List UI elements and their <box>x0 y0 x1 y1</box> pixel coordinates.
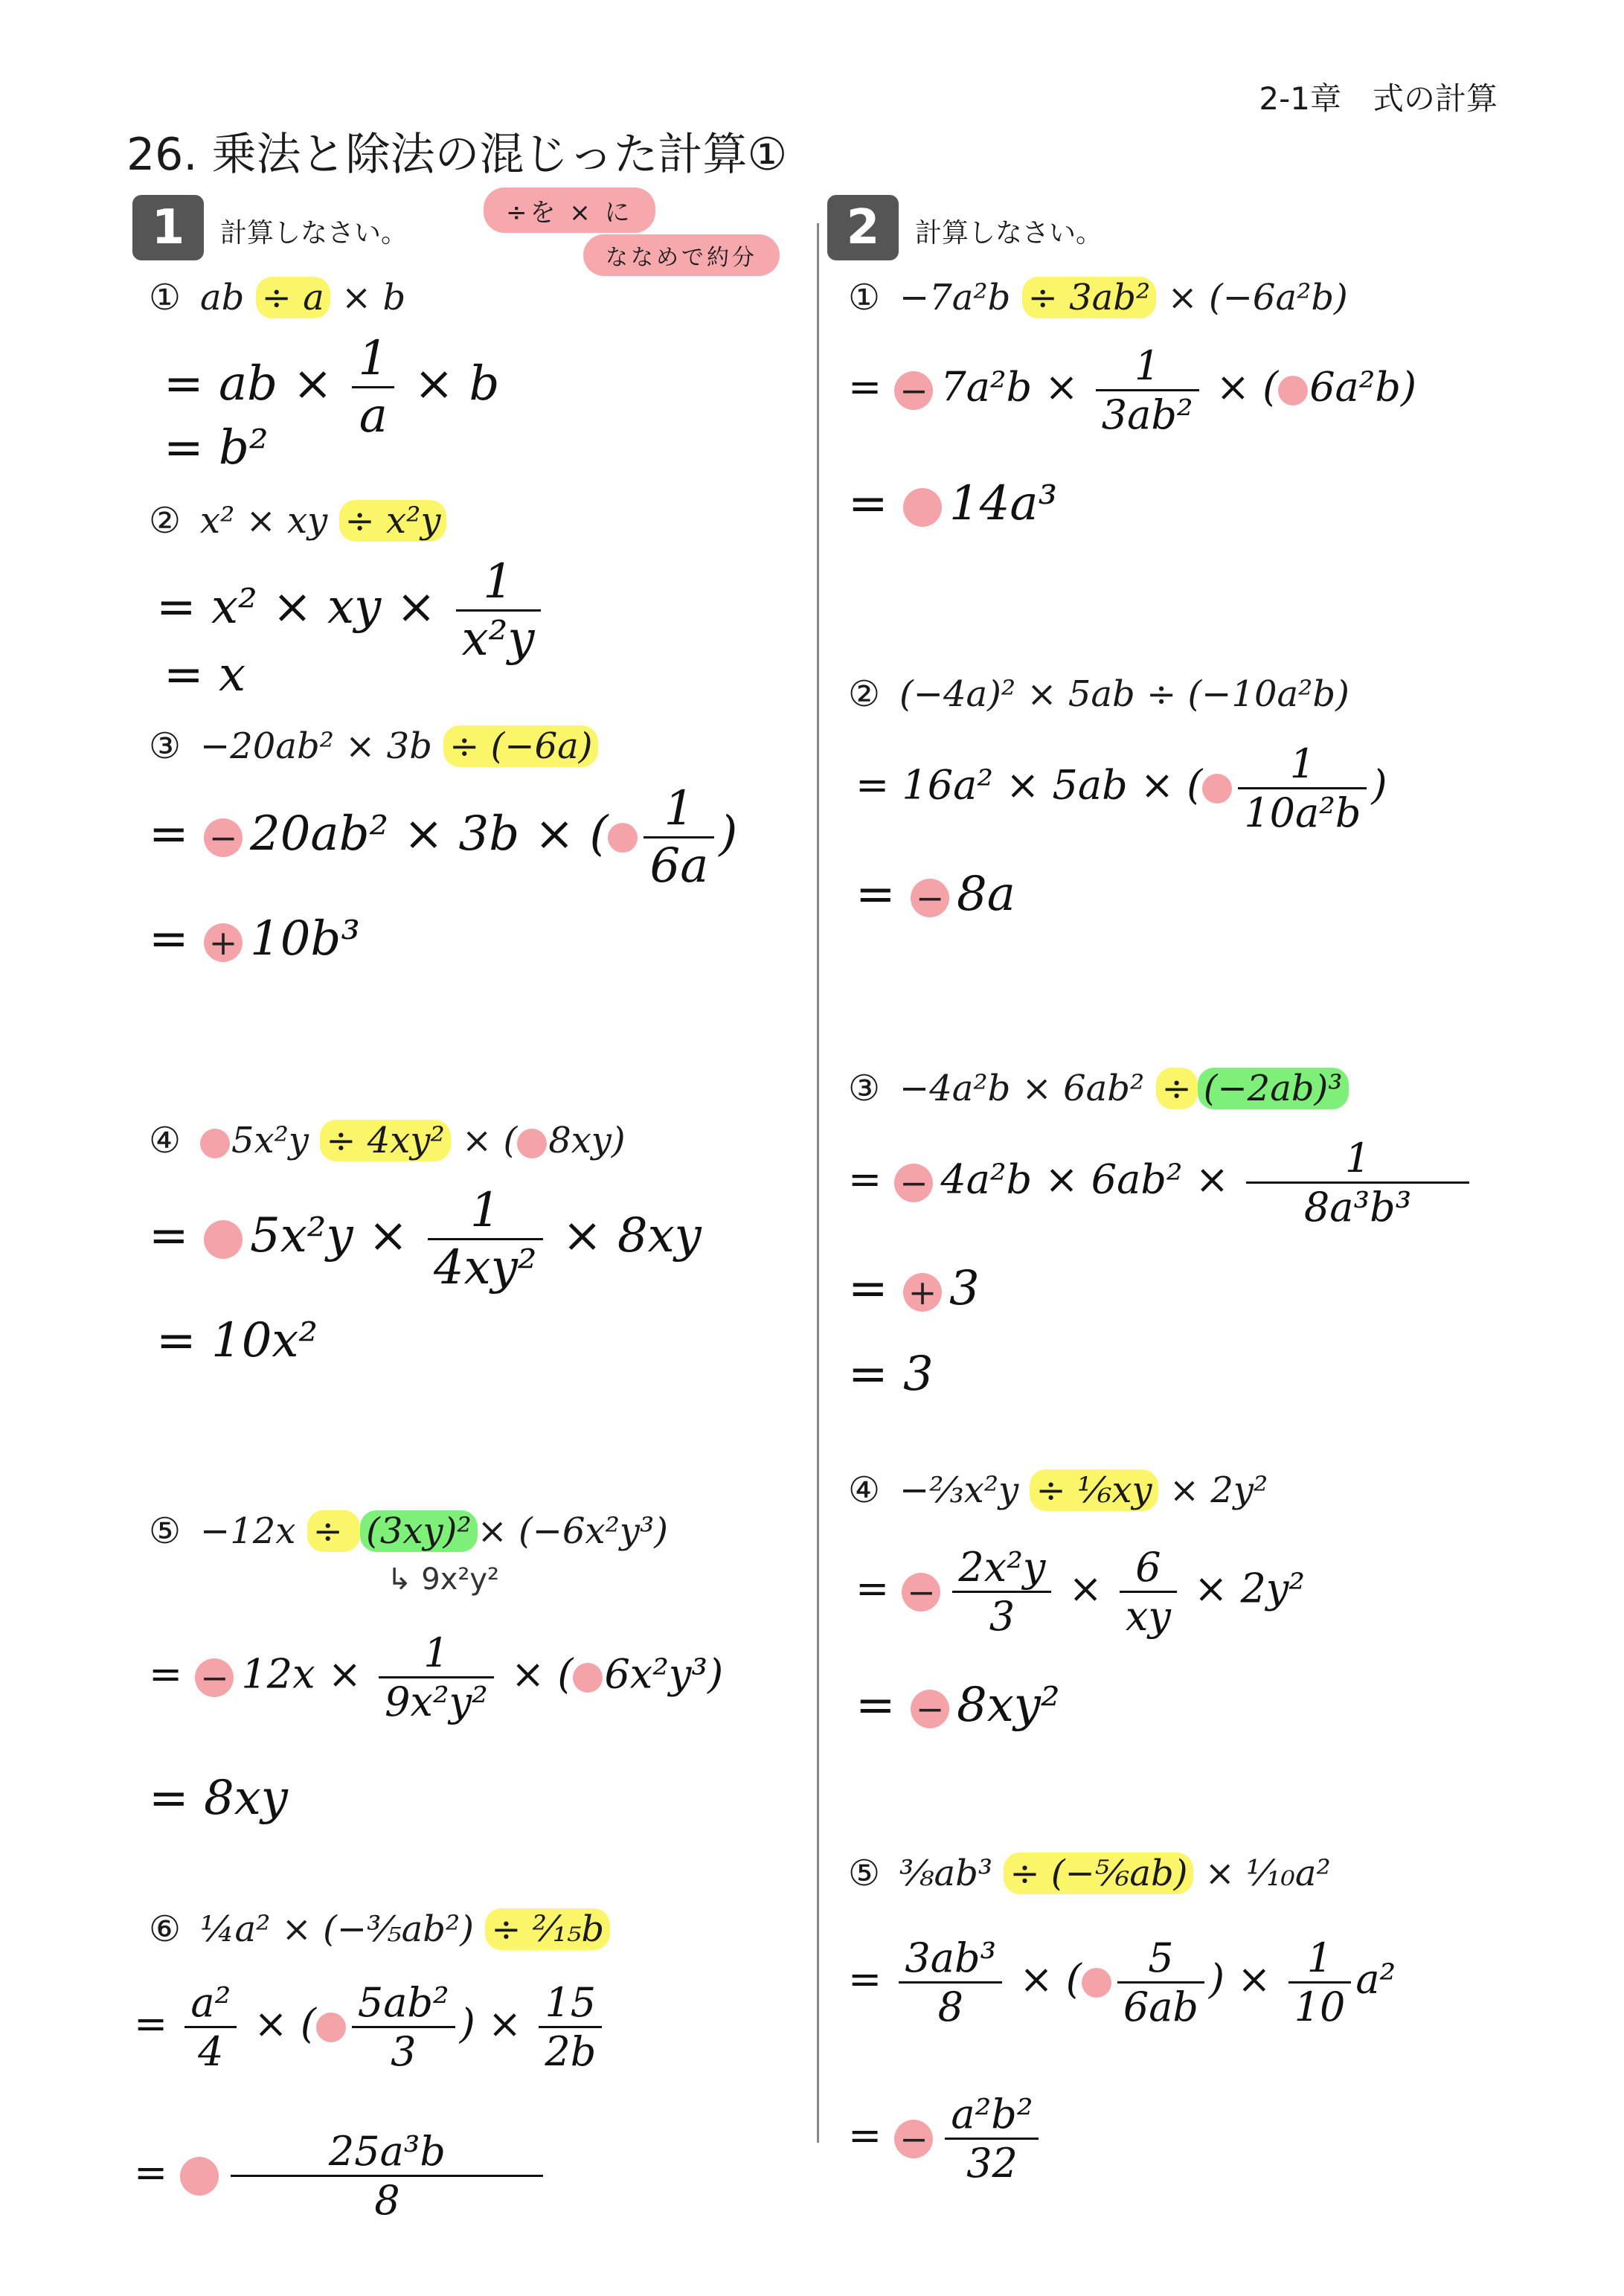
expansion-note: ↳ 9x²y² <box>387 1562 500 1597</box>
fraction: $\frac{\text{5ab²}}{3}$ <box>352 1979 455 2075</box>
fraction: $\frac{1}{\text{3ab²}}$ <box>1096 342 1199 438</box>
problem-1-6: ⑥ ¼a² × (−⅗ab²) ÷ ²⁄₁₅b <box>149 1908 610 1950</box>
fraction: $\frac{1}{a}$ <box>352 331 394 443</box>
problem-number: ① <box>848 277 881 318</box>
work-1-1-result: = b² <box>164 420 269 475</box>
fraction: $\frac{\text{2x²y}}{3}$ <box>952 1544 1051 1640</box>
work-2-3-step1: = − 4a²b × 6ab² × $\frac{1}{\text{8a³b³}}$ <box>848 1135 1474 1231</box>
fraction: $\frac{6}{xy}$ <box>1120 1544 1177 1640</box>
power-highlight: (−2ab)³ <box>1198 1068 1349 1109</box>
work-1-4-step1: = 5x²y × $\frac{1}{\text{4xy²}}$ × 8xy <box>149 1183 702 1295</box>
column-divider <box>817 223 819 2143</box>
minus-sign-marker <box>517 1129 547 1158</box>
fraction: $\frac{\text{a²}}{4}$ <box>184 1979 237 2075</box>
work-1-2-step1: = x² × xy × $\frac{1}{\text{x²y}}$ <box>156 554 545 667</box>
work-1-2-result: = x <box>164 647 246 702</box>
chapter-label: 2-1章 式の計算 <box>1259 80 1498 117</box>
problem-number: ④ <box>149 1120 182 1161</box>
work-2-2-step1: = 16a² × 5ab × ( $\frac{1}{\text{10a²b}}$ ) <box>856 740 1387 836</box>
division-highlight: ÷ a <box>256 277 330 318</box>
minus-sign-marker <box>608 823 638 853</box>
problem-1-2: ② x² × xy ÷ x²y <box>149 500 446 542</box>
fraction: $\frac{\text{25a³b}}{8}$ <box>231 2128 543 2224</box>
problem-number: ⑤ <box>149 1510 182 1552</box>
section-1-badge: 1 <box>132 195 204 260</box>
section-1-instruction: 計算しなさい。 <box>220 218 408 248</box>
problem-number: ② <box>149 500 182 542</box>
problem-2-1: ① −7a²b ÷ 3ab² × (−6a²b) <box>848 277 1348 318</box>
work-2-3-result: = 3 <box>848 1347 934 1402</box>
minus-sign-marker <box>204 1220 243 1259</box>
work-1-4-result: = 10x² <box>156 1313 318 1368</box>
fraction: $\frac{1}{6a}$ <box>643 781 714 894</box>
work-2-1-result: = 14a³ <box>848 476 1058 531</box>
problem-1-1: ① ab ÷ a × b <box>149 277 406 318</box>
work-2-5-result: = − $\frac{\text{a²b²}}{32}$ <box>848 2091 1043 2187</box>
work-2-5-step1: = $\frac{\text{3ab³}}{8}$ × ( $\frac{5}{6ab}$ ) × $\frac{1}{10}$ a² <box>848 1934 1396 2030</box>
problem-1-3: ③ −20ab² × 3b ÷ (−6a) <box>149 725 598 767</box>
problem-2-5: ⑤ ⅜ab³ ÷ (−⅚ab) × ¹⁄₁₀a² <box>848 1853 1331 1894</box>
work-2-2-result: = − 8a <box>856 867 1015 922</box>
work-1-5-step1: = − 12x × $\frac{1}{\text{9x²y²}}$ × ( 6x²y³) <box>149 1629 724 1725</box>
division-highlight: ÷ (−6a) <box>443 725 598 767</box>
page-title: 26. 乗法と除法の混じった計算① <box>126 129 788 181</box>
problem-number: ② <box>848 673 881 715</box>
minus-sign-marker <box>573 1663 603 1693</box>
minus-sign-marker: − <box>911 879 949 917</box>
fraction: $\frac{\text{3ab³}}{8}$ <box>899 1934 1002 2030</box>
fraction: $\frac{1}{\text{x²y}}$ <box>456 554 541 667</box>
division-highlight: ÷ (−⅚ab) <box>1004 1853 1193 1894</box>
work-1-6-result: = $\frac{\text{25a³b}}{8}$ <box>134 2128 548 2224</box>
fraction: $\frac{5}{6ab}$ <box>1117 1934 1204 2030</box>
section-2-instruction: 計算しなさい。 <box>915 218 1103 248</box>
fraction: $\frac{\text{a²b²}}{32}$ <box>945 2091 1039 2187</box>
problem-1-5: ⑤ −12x ÷ (3xy)² × (−6x²y³) <box>149 1510 668 1552</box>
division-highlight: ÷ 4xy² <box>320 1120 450 1161</box>
problem-number: ① <box>149 277 182 318</box>
work-1-5-result: = 8xy <box>149 1771 288 1826</box>
problem-number: ⑥ <box>149 1908 182 1950</box>
fraction: $\frac{1}{\text{10a²b}}$ <box>1238 740 1367 836</box>
problem-number: ③ <box>848 1068 881 1109</box>
division-highlight: ÷ <box>307 1510 360 1552</box>
fraction: $\frac{1}{\text{8a³b³}}$ <box>1246 1135 1469 1231</box>
work-1-1-step1: = ab × $\frac{1}{a}$ × b <box>164 331 500 443</box>
fraction: $\frac{15}{2b}$ <box>539 1979 602 2075</box>
problem-number: ③ <box>149 725 182 767</box>
problem-2-4: ④ −⅔x²y ÷ ⅙xy × 2y² <box>848 1469 1268 1511</box>
plus-sign-marker: + <box>204 923 243 962</box>
work-2-1-step1: = − 7a²b × $\frac{1}{\text{3ab²}}$ × ( 6a²b) <box>848 342 1417 438</box>
fraction: $\frac{1}{10}$ <box>1288 1934 1352 2030</box>
division-highlight: ÷ ²⁄₁₅b <box>485 1908 610 1950</box>
minus-sign-marker <box>1278 376 1308 405</box>
tip-cancel-diagonally: ななめで約分 <box>583 234 780 276</box>
problem-number: ⑤ <box>848 1853 881 1894</box>
work-1-3-result: = + 10b³ <box>149 911 361 966</box>
minus-sign-marker: − <box>204 818 243 857</box>
tip-division-to-multiplication: ÷を × に <box>484 187 655 233</box>
minus-sign-marker: − <box>894 1164 933 1202</box>
minus-sign-marker <box>1202 774 1232 804</box>
minus-sign-marker <box>1082 1968 1111 1998</box>
plus-sign-marker: + <box>903 1273 942 1312</box>
minus-sign-marker: − <box>902 1573 940 1612</box>
minus-sign-marker <box>180 2157 219 2196</box>
problem-number: ④ <box>848 1469 881 1511</box>
minus-sign-marker: − <box>894 371 933 410</box>
minus-sign-marker: − <box>894 2120 933 2158</box>
power-highlight: (3xy)² <box>360 1510 477 1552</box>
minus-sign-marker <box>316 2013 346 2042</box>
minus-sign-marker: − <box>911 1690 949 1728</box>
work-2-4-step1: = − $\frac{\text{2x²y}}{3}$ × $\frac{6}{xy}$ × 2y² <box>856 1544 1306 1640</box>
minus-sign-marker: − <box>195 1658 234 1697</box>
work-1-6-step1: = $\frac{\text{a²}}{4}$ × ( $\frac{\text{5ab²}}{3}$ ) × $\frac{15}{2b}$ <box>134 1979 606 2075</box>
fraction: $\frac{1}{\text{4xy²}}$ <box>428 1183 543 1295</box>
division-highlight: ÷ ⅙xy <box>1030 1469 1158 1511</box>
division-highlight: ÷ <box>1156 1068 1198 1109</box>
division-highlight: ÷ 3ab² <box>1022 277 1157 318</box>
problem-2-3: ③ −4a²b × 6ab² ÷ (−2ab)³ <box>848 1068 1349 1109</box>
work-2-3-step2: = + 3 <box>848 1261 980 1316</box>
minus-sign-marker <box>200 1129 230 1158</box>
work-1-3-step1: = − 20ab² × 3b × ( $\frac{1}{6a}$ ) <box>149 781 738 894</box>
division-highlight: ÷ x²y <box>339 500 447 542</box>
minus-sign-marker <box>903 488 942 527</box>
problem-1-4: ④ 5x²y ÷ 4xy² × ( 8xy) <box>149 1120 626 1161</box>
section-2-badge: 2 <box>827 195 899 260</box>
work-2-4-result: = − 8xy² <box>856 1678 1060 1733</box>
problem-2-2: ② (−4a)² × 5ab ÷ (−10a²b) <box>848 673 1349 715</box>
fraction: $\frac{1}{\text{9x²y²}}$ <box>379 1629 494 1725</box>
